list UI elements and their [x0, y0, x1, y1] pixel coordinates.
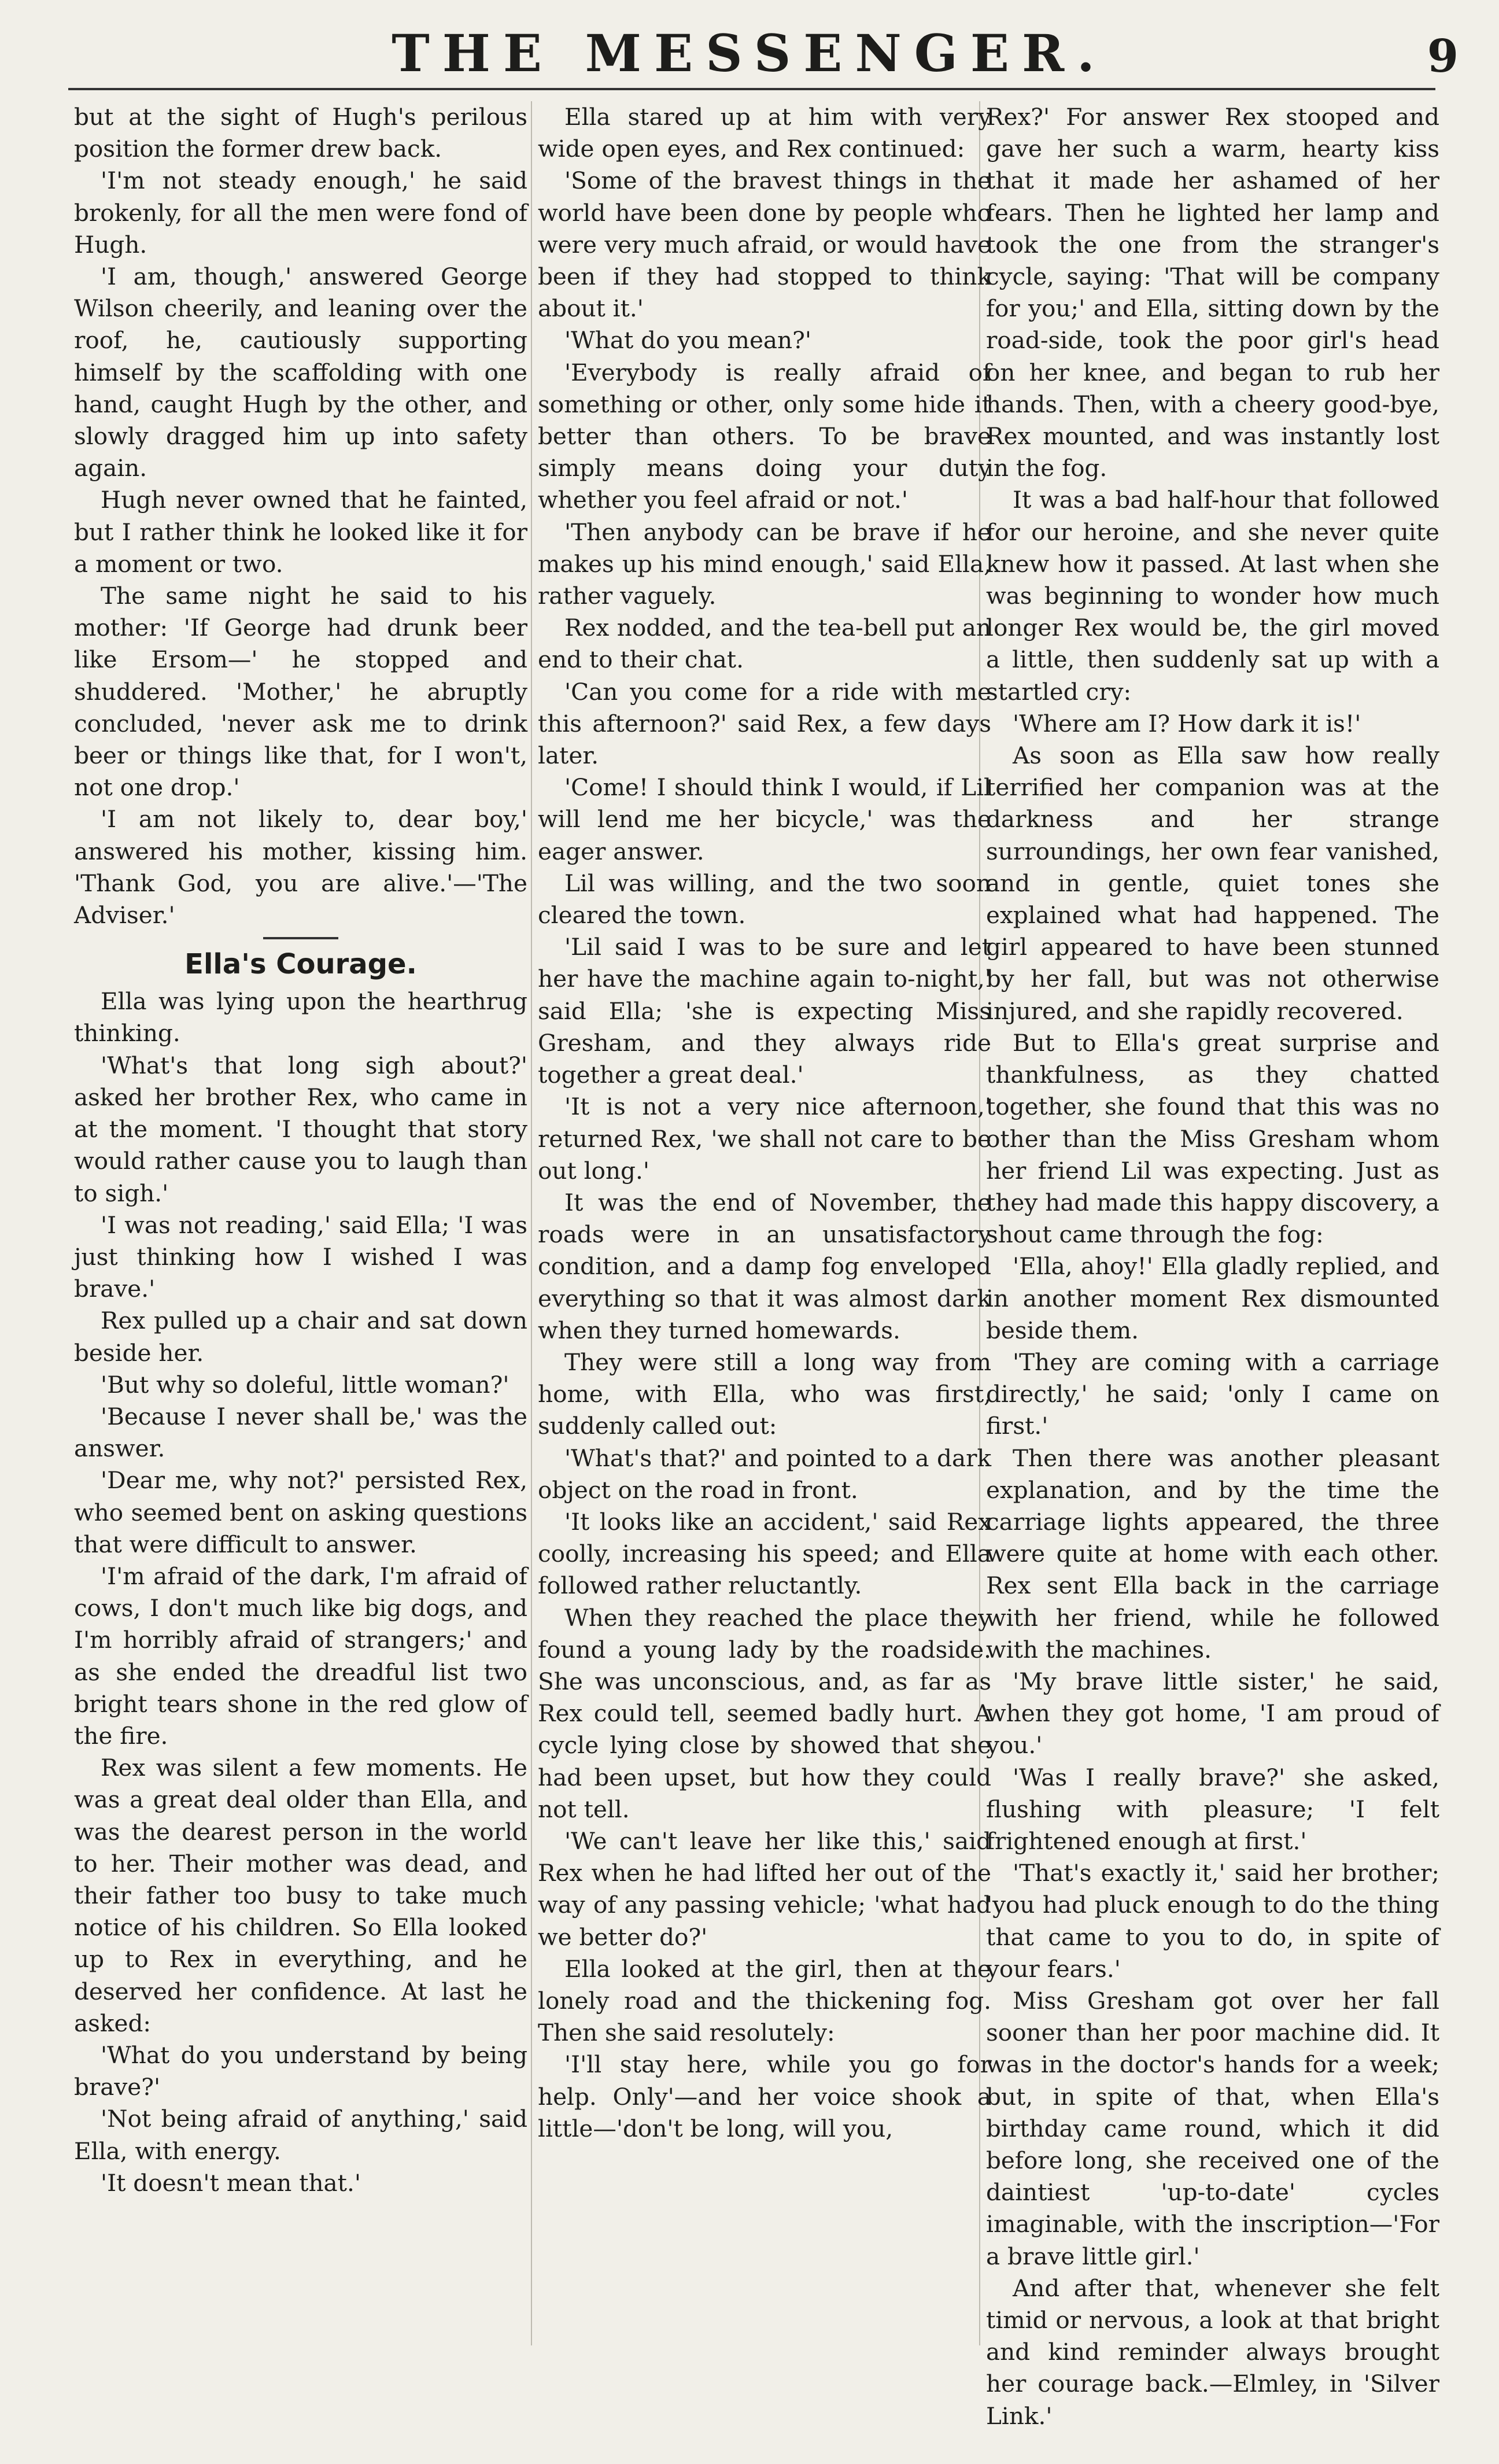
header-rule — [68, 88, 1435, 90]
paragraph: Lil was willing, and the two soon cleared the town. — [538, 869, 991, 929]
paragraph: Miss Gresham got over her fall sooner than her poor machine did. It was in the doctor's hands for a week; but, in spite of that, when Ella's birthday came round, which it did before long, she received one of the daintiest 'up-to-date' cycles imaginable, with the inscription—'For a brave little girl.' — [986, 1986, 1439, 2270]
paragraph: 'It doesn't mean that.' — [101, 2168, 361, 2197]
previous-story-ending — [74, 101, 527, 931]
paragraph: 'That's exactly it,' said her brother; 'you had pluck enough to do the thing that came to you to do, in spite of your fears.' — [986, 1859, 1439, 1983]
paragraph: They were still a long way from home, with Ella, who was first, suddenly called out: — [538, 1348, 991, 1440]
paragraph: 'What's that?' and pointed to a dark object on the road in front. — [538, 1444, 991, 1504]
paragraph: 'It looks like an accident,' said Rex coolly, increasing his speed; and Ella followed rather reluctantly. — [538, 1507, 991, 1600]
paragraph: 'What's that long sigh about?' asked her brother Rex, who came in at the moment. 'I thought that story would rather cause you to laugh than to sigh.' — [74, 1051, 527, 1207]
column-3 — [986, 101, 1439, 2432]
paragraph: 'Lil said I was to be sure and let her have the machine again to-night,' said Ella; 'she is expecting Miss Gresham, and they always ride together a great deal.' — [538, 933, 991, 1089]
paragraph: The same night he said to his mother: 'If George had drunk beer like Ersom—' he stopped and shuddered. 'Mother,' he abruptly concluded, 'never ask me to drink beer or things like that, for I won't, not one drop.' — [74, 582, 527, 802]
page-header — [0, 0, 1499, 101]
paragraph: 'They are coming with a carriage directly,' he said; 'only I came on first.' — [986, 1348, 1439, 1440]
paragraph: 'It is not a very nice afternoon,' returned Rex, 'we shall not care to be out long.' — [538, 1093, 991, 1185]
paragraph: Ella stared up at him with very wide open eyes, and Rex continued: — [538, 103, 991, 163]
paragraph: 'What do you understand by being brave?' — [74, 2041, 527, 2101]
paragraph: 'What do you mean?' — [564, 326, 811, 355]
paragraph: Rex was silent a few moments. He was a great deal older than Ella, and was the dearest person in the world to her. Their mother was dead, and their father too busy to take much notice of his children. So Ella looked up to Rex in everything, and he deserved her confidence. At last he asked: — [74, 1754, 527, 2037]
paragraph: Hugh never owned that he fainted, but I rather think he looked like it for a moment or two. — [74, 486, 527, 578]
column-divider — [531, 101, 532, 2345]
paragraph: When they reached the place they found a young lady by the roadside. She was unconscious, and, as far as Rex could tell, seemed badly hurt. A cycle lying close by showed that she had been upset, but how they could not tell. — [538, 1603, 991, 1823]
paragraph: 'I'm not steady enough,' he said brokenly, for all the men were fond of Hugh. — [74, 167, 527, 259]
paragraph: 'Not being afraid of anything,' said Ella, with energy. — [74, 2105, 527, 2165]
paragraph: 'Come! I should think I would, if Lil will lend me her bicycle,' was the eager answer. — [538, 773, 991, 865]
paragraph: 'Some of the bravest things in the world have been done by people who were very much afraid, or would have been if they had stopped to think about it.' — [538, 167, 991, 323]
paragraph: 'Everybody is really afraid of something or other, only some hide it better than others. To be brave simply means doing your duty whether you feel afraid or not.' — [538, 358, 991, 514]
paragraph: Then there was another pleasant explanation, and by the time the carriage lights appeared, the three were quite at home with each other. Rex sent Ella back in the carriage with her friend, while he followed with the machines. — [986, 1444, 1439, 1663]
paragraph: 'Ella, ahoy!' Ella gladly replied, and in another moment Rex dismounted beside them. — [986, 1252, 1439, 1344]
paragraph: but at the sight of Hugh's perilous position the former drew back. — [74, 103, 527, 163]
paragraph: Rex?' For answer Rex stooped and gave her such a warm, hearty kiss that it made her ashamed of her fears. Then he lighted her lamp and took the one from the stranger's cycle, saying: 'That will be company for you;' and Ella, sitting down by the road-side, took the poor girl's head on her knee, and began to rub her hands. Then, with a cheery good-bye, Rex mounted, and was instantly lost in the fog. — [986, 103, 1439, 482]
paragraph: But to Ella's great surprise and thankfulness, as they chatted together, she found that this was no other than the Miss Gresham whom her friend Lil was expecting. Just as they had made this happy discovery, a shout came through the fog: — [986, 1028, 1439, 1249]
paragraph: 'Was I really brave?' she asked, flushing with pleasure; 'I felt frightened enough at first.' — [986, 1763, 1439, 1855]
page-number: 9 — [1427, 30, 1459, 83]
paragraph: As soon as Ella saw how really terrified her companion was at the darkness and her strange surroundings, her own fear vanished, and in gentle, quiet tones she explained what had happened. The girl appeared to have been stunned by her fall, but was not otherwise injured, and she rapidly recovered. — [986, 742, 1439, 1025]
masthead-title: THE MESSENGER. — [392, 23, 1107, 83]
story-separator — [263, 937, 338, 939]
paragraph: And after that, whenever she felt timid or nervous, a look at that bright and kind reminder always brought her courage back.—Elmley, in 'Silver Link.' — [986, 2274, 1439, 2430]
paragraph: Rex pulled up a chair and sat down beside her. — [74, 1307, 527, 1367]
paragraph: 'But why so doleful, little woman?' — [101, 1370, 509, 1399]
paragraph: 'I was not reading,' said Ella; 'I was just thinking how I wished I was brave.' — [74, 1211, 527, 1303]
column-1 — [74, 101, 527, 2199]
paragraph: 'Dear me, why not?' persisted Rex, who seemed bent on asking questions that were difficult to answer. — [74, 1466, 527, 1558]
paragraph: 'Because I never shall be,' was the answer. — [74, 1402, 527, 1463]
column-2 — [538, 101, 991, 2145]
paragraph: 'Then anybody can be brave if he makes up his mind enough,' said Ella, rather vaguely. — [538, 518, 991, 610]
paragraph: 'I'm afraid of the dark, I'm afraid of cows, I don't much like big dogs, and I'm horribly afraid of strangers;' and as she ended the dreadful list two bright tears shone in the red glow of the fire. — [74, 1562, 527, 1750]
paragraph: Rex nodded, and the tea-bell put an end to their chat. — [538, 614, 991, 674]
paragraph: It was a bad half-hour that followed for our heroine, and she never quite knew how it passed. At last when she was beginning to wonder how much longer Rex would be, the girl moved a little, then suddenly sat up with a startled cry: — [986, 486, 1439, 706]
story-title: Ella's Courage. — [184, 948, 417, 981]
paragraph: 'I'll stay here, while you go for help. Only'—and her voice shook a little—'don't be long, will you, — [538, 2050, 991, 2142]
paragraph: 'I am, though,' answered George Wilson cheerily, and leaning over the roof, he, cautiously supporting himself by the scaffolding with one hand, caught Hugh by the other, and slowly dragged him up into safety again. — [74, 263, 527, 482]
paragraph: 'Where am I? How dark it is!' — [1013, 709, 1361, 737]
paragraph: 'Can you come for a ride with me this afternoon?' said Rex, a few days later. — [538, 677, 991, 770]
story-body-start — [74, 986, 527, 2199]
paragraph: Ella was lying upon the hearthrug thinking. — [74, 987, 527, 1047]
paragraph: 'My brave little sister,' he said, when they got home, 'I am proud of you.' — [986, 1667, 1439, 1760]
paragraph: It was the end of November, the roads were in an unsatisfactory condition, and a damp fog enveloped everything so that it was almost dark when they turned homewards. — [538, 1188, 991, 1344]
paragraph: 'I am not likely to, dear boy,' answered his mother, kissing him. 'Thank God, you are alive.'—'The Adviser.' — [74, 805, 527, 929]
paragraph: 'We can't leave her like this,' said Rex when he had lifted her out of the way of any passing vehicle; 'what had we better do?' — [538, 1827, 991, 1951]
paragraph: Ella looked at the girl, then at the lonely road and the thickening fog. Then she said resolutely: — [538, 1954, 991, 2047]
